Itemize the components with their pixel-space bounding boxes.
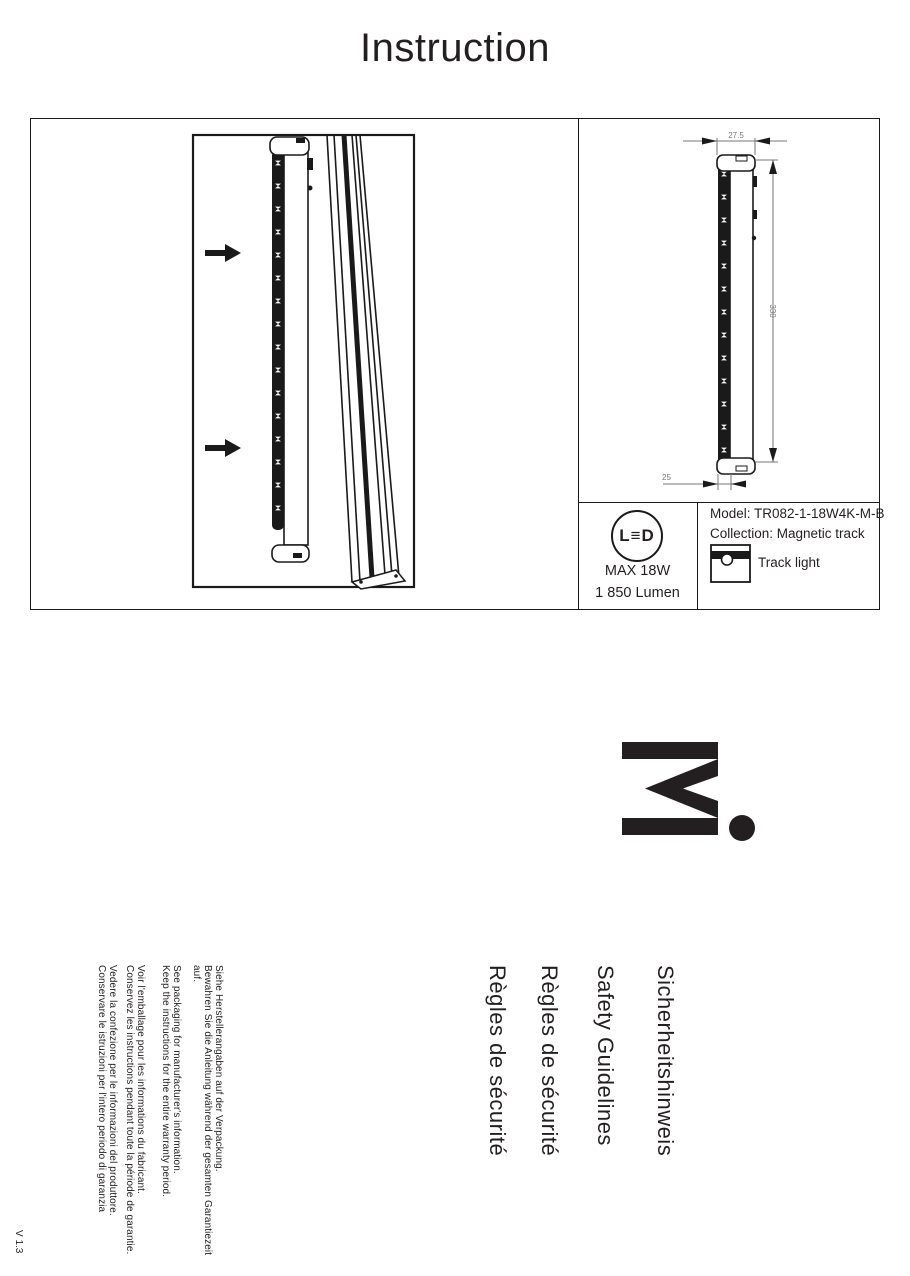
dim-top-width: 27.5 (728, 131, 744, 140)
magnetic-track-rail (327, 135, 405, 589)
safety-note-fr (124, 965, 146, 1254)
note-line: Voir l'emballage pour les informations du fabricant. (135, 965, 146, 1194)
note-line: Bewahren Sie die Anleitung während der gesamten Garantiezeit (202, 965, 213, 1256)
note-line: Conservez les instructions pendant toute la période de garantie. (124, 965, 135, 1255)
dimension-drawing (578, 118, 880, 502)
track-light-icon (710, 544, 751, 583)
note-line: Siehe Herstellerangaben auf der Verpackung. (213, 965, 224, 1172)
model-label: Model: TR082-1-18W4K-M-B (710, 506, 885, 521)
note-line: Conservare le istruzioni per l'intero periodo di garanzia (96, 965, 107, 1213)
note-line: See packaging for manufacturer's information. (171, 965, 182, 1174)
safety-heading-en: Safety Guidelines (593, 965, 618, 1146)
product-type-label: Track light (758, 555, 820, 570)
led-badge-text: L≡D (619, 526, 655, 545)
safety-heading-de: Sicherheitshinweis (653, 965, 678, 1157)
safety-note-it (96, 965, 118, 1216)
collection-label: Collection: Magnetic track (710, 526, 865, 541)
insert-arrow-icon (205, 244, 241, 457)
safety-heading-fr2: Règles de sécurité (485, 965, 510, 1157)
divider-horizontal-right (578, 502, 880, 503)
fixture-side-view (717, 155, 757, 474)
track-light-fixture (270, 137, 313, 562)
maytoni-logo (621, 741, 756, 841)
safety-note-en (160, 965, 182, 1197)
safety-note-de (191, 965, 224, 1255)
dim-bottom-width: 25 (662, 473, 671, 482)
dim-height: 330 (768, 304, 777, 318)
divider-vertical-spec (697, 502, 698, 610)
max-power-label: MAX 18W (604, 563, 671, 579)
luminous-flux-label: 1 850 Lumen (595, 585, 680, 601)
installation-drawing (30, 118, 578, 610)
safety-heading-fr: Règles de sécurité (537, 965, 562, 1157)
version-label: V 1.3 (13, 1230, 24, 1254)
note-line: auf. (191, 965, 202, 983)
note-line: Keep the instructions for the entire warranty period. (160, 965, 171, 1198)
note-line: Vedere la confezione per le informazioni del produttore. (107, 965, 118, 1216)
led-badge-icon (611, 510, 663, 562)
page-title: Instruction (359, 26, 551, 70)
